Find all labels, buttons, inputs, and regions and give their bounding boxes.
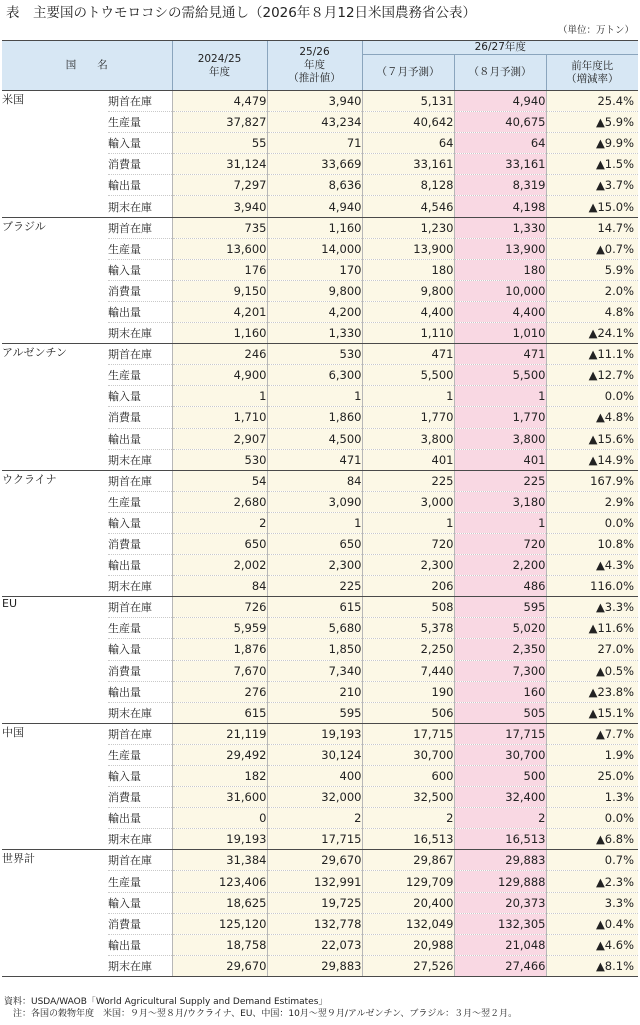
table-row [2, 344, 638, 365]
value-august: 2,350 [454, 639, 546, 660]
value-change: 0.0% [546, 512, 638, 533]
value-2025: 225 [267, 576, 362, 597]
value-august: 33,161 [454, 154, 546, 175]
value-change: ▲3.7% [546, 175, 638, 196]
value-july: 1,110 [362, 323, 454, 344]
value-july: 29,867 [362, 850, 454, 871]
value-july: 190 [362, 681, 454, 702]
value-change: ▲15.1% [546, 702, 638, 723]
value-july: 3,800 [362, 428, 454, 449]
value-july: 32,500 [362, 787, 454, 808]
value-change: 1.3% [546, 787, 638, 808]
value-change: ▲15.6% [546, 428, 638, 449]
value-2024: 246 [172, 344, 267, 365]
value-2025: 4,200 [267, 301, 362, 322]
item-label: 輸入量 [108, 766, 172, 787]
value-2024: 31,384 [172, 850, 267, 871]
item-label: 期首在庫 [108, 217, 172, 238]
value-july: 33,161 [362, 154, 454, 175]
value-july: 506 [362, 702, 454, 723]
header-july: （７月予測） [362, 55, 454, 91]
value-2025: 615 [267, 597, 362, 618]
value-2025: 29,883 [267, 955, 362, 976]
value-2024: 29,492 [172, 744, 267, 765]
value-august: 10,000 [454, 280, 546, 301]
item-label: 期末在庫 [108, 576, 172, 597]
header-2025: 25/26 年度 （推計値） [267, 41, 362, 91]
item-label: 生産量 [108, 238, 172, 259]
value-august: 4,198 [454, 196, 546, 217]
value-2025: 5,680 [267, 618, 362, 639]
table-row [2, 597, 638, 618]
value-2025: 43,234 [267, 112, 362, 133]
value-2024: 123,406 [172, 871, 267, 892]
footnote: 注：各国の穀物年度 米国：９月～翌８月/ウクライナ、EU、中国：10月～翌９月/アルゼンチン、ブラジル：３月～翌２月。 [4, 1009, 518, 1019]
value-2025: 71 [267, 133, 362, 154]
item-label: 消費量 [108, 533, 172, 554]
value-2025: 3,090 [267, 491, 362, 512]
page-title: 表 主要国のトウモロコシの需給見通し（2026年８月12日米国農務省公表） [6, 5, 477, 21]
value-2024: 125,120 [172, 913, 267, 934]
value-july: 5,378 [362, 618, 454, 639]
country-label: 米国 [2, 91, 108, 218]
value-2024: 4,201 [172, 301, 267, 322]
value-august: 1,330 [454, 217, 546, 238]
value-change: ▲6.8% [546, 829, 638, 850]
value-2024: 55 [172, 133, 267, 154]
value-2024: 2,680 [172, 491, 267, 512]
value-august: 27,466 [454, 955, 546, 976]
value-july: 600 [362, 766, 454, 787]
value-august: 595 [454, 597, 546, 618]
unit-label: （単位：万トン） [557, 25, 634, 36]
value-change: ▲1.5% [546, 154, 638, 175]
item-label: 期末在庫 [108, 829, 172, 850]
value-july: 1 [362, 512, 454, 533]
value-2024: 2,907 [172, 428, 267, 449]
value-august: 5,020 [454, 618, 546, 639]
value-august: 16,513 [454, 829, 546, 850]
value-2024: 726 [172, 597, 267, 618]
value-august: 17,715 [454, 723, 546, 744]
value-july: 225 [362, 470, 454, 491]
value-2024: 1,710 [172, 407, 267, 428]
table-row [2, 723, 638, 744]
table-row [2, 217, 638, 238]
value-august: 160 [454, 681, 546, 702]
value-august: 486 [454, 576, 546, 597]
item-label: 消費量 [108, 154, 172, 175]
value-july: 2 [362, 808, 454, 829]
value-change: 167.9% [546, 470, 638, 491]
value-2024: 3,940 [172, 196, 267, 217]
value-2024: 9,150 [172, 280, 267, 301]
item-label: 輸出量 [108, 934, 172, 955]
value-august: 401 [454, 449, 546, 470]
value-change: ▲8.1% [546, 955, 638, 976]
value-2025: 1,850 [267, 639, 362, 660]
item-label: 期末在庫 [108, 323, 172, 344]
value-august: 2,200 [454, 555, 546, 576]
value-2024: 615 [172, 702, 267, 723]
value-change: 4.8% [546, 301, 638, 322]
value-2024: 13,600 [172, 238, 267, 259]
value-2025: 471 [267, 449, 362, 470]
value-2025: 210 [267, 681, 362, 702]
header-2024: 2024/25 年度 [172, 41, 267, 91]
value-2024: 18,625 [172, 892, 267, 913]
value-july: 1,230 [362, 217, 454, 238]
value-2024: 2,002 [172, 555, 267, 576]
value-change: ▲9.9% [546, 133, 638, 154]
item-label: 期首在庫 [108, 597, 172, 618]
value-july: 27,526 [362, 955, 454, 976]
item-label: 輸入量 [108, 259, 172, 280]
value-july: 17,715 [362, 723, 454, 744]
item-label: 生産量 [108, 365, 172, 386]
item-label: 輸出量 [108, 428, 172, 449]
item-label: 期首在庫 [108, 723, 172, 744]
value-change: ▲24.1% [546, 323, 638, 344]
item-label: 輸入量 [108, 133, 172, 154]
value-2025: 1,160 [267, 217, 362, 238]
item-label: 生産量 [108, 744, 172, 765]
value-change: 2.9% [546, 491, 638, 512]
country-label: ブラジル [2, 217, 108, 344]
value-2025: 650 [267, 533, 362, 554]
value-2024: 29,670 [172, 955, 267, 976]
value-august: 1,010 [454, 323, 546, 344]
value-2024: 276 [172, 681, 267, 702]
value-change: 25.4% [546, 91, 638, 112]
item-label: 輸出量 [108, 555, 172, 576]
value-july: 132,049 [362, 913, 454, 934]
value-july: 4,546 [362, 196, 454, 217]
value-2024: 19,193 [172, 829, 267, 850]
country-label: 中国 [2, 723, 108, 850]
value-august: 500 [454, 766, 546, 787]
value-change: 3.3% [546, 892, 638, 913]
value-july: 720 [362, 533, 454, 554]
value-change: 25.0% [546, 766, 638, 787]
value-2024: 176 [172, 259, 267, 280]
value-change: ▲5.9% [546, 112, 638, 133]
value-august: 30,700 [454, 744, 546, 765]
country-label: 世界計 [2, 850, 108, 977]
value-2025: 170 [267, 259, 362, 280]
value-2025: 1,330 [267, 323, 362, 344]
value-2024: 54 [172, 470, 267, 491]
country-label: EU [2, 597, 108, 724]
item-label: 輸入量 [108, 512, 172, 533]
value-2025: 132,991 [267, 871, 362, 892]
value-august: 129,888 [454, 871, 546, 892]
value-july: 9,800 [362, 280, 454, 301]
item-label: 消費量 [108, 280, 172, 301]
value-2025: 6,300 [267, 365, 362, 386]
value-2024: 4,479 [172, 91, 267, 112]
value-change: ▲4.6% [546, 934, 638, 955]
value-change: 5.9% [546, 259, 638, 280]
value-2024: 1,876 [172, 639, 267, 660]
value-august: 180 [454, 259, 546, 280]
value-2025: 530 [267, 344, 362, 365]
value-change: 0.0% [546, 808, 638, 829]
value-july: 1 [362, 386, 454, 407]
value-2024: 5,959 [172, 618, 267, 639]
value-august: 225 [454, 470, 546, 491]
value-2025: 8,636 [267, 175, 362, 196]
notes [4, 996, 638, 1020]
item-label: 輸出量 [108, 808, 172, 829]
item-label: 輸出量 [108, 681, 172, 702]
value-august: 505 [454, 702, 546, 723]
supply-demand-table [2, 40, 638, 977]
value-august: 4,940 [454, 91, 546, 112]
value-2024: 21,119 [172, 723, 267, 744]
item-label: 期首在庫 [108, 470, 172, 491]
value-july: 471 [362, 344, 454, 365]
value-change: 14.7% [546, 217, 638, 238]
item-label: 輸入量 [108, 639, 172, 660]
value-july: 508 [362, 597, 454, 618]
value-2025: 19,725 [267, 892, 362, 913]
value-august: 2 [454, 808, 546, 829]
value-2025: 30,124 [267, 744, 362, 765]
value-2025: 9,800 [267, 280, 362, 301]
value-change: ▲14.9% [546, 449, 638, 470]
item-label: 期首在庫 [108, 91, 172, 112]
value-change: 1.9% [546, 744, 638, 765]
value-2025: 4,940 [267, 196, 362, 217]
item-label: 輸入量 [108, 386, 172, 407]
value-2025: 32,000 [267, 787, 362, 808]
value-change: ▲0.7% [546, 238, 638, 259]
value-july: 7,440 [362, 660, 454, 681]
value-august: 21,048 [454, 934, 546, 955]
value-august: 20,373 [454, 892, 546, 913]
item-label: 輸出量 [108, 301, 172, 322]
value-august: 13,900 [454, 238, 546, 259]
value-july: 1,770 [362, 407, 454, 428]
value-2025: 3,940 [267, 91, 362, 112]
value-2025: 29,670 [267, 850, 362, 871]
value-2025: 14,000 [267, 238, 362, 259]
value-2025: 1 [267, 386, 362, 407]
table-row [2, 850, 638, 871]
item-label: 期末在庫 [108, 702, 172, 723]
item-label: 生産量 [108, 491, 172, 512]
value-august: 1 [454, 512, 546, 533]
value-august: 40,675 [454, 112, 546, 133]
value-change: ▲4.3% [546, 555, 638, 576]
value-2025: 1,860 [267, 407, 362, 428]
country-label: アルゼンチン [2, 344, 108, 471]
item-label: 期末在庫 [108, 196, 172, 217]
value-change: ▲7.7% [546, 723, 638, 744]
value-change: ▲12.7% [546, 365, 638, 386]
value-change: 116.0% [546, 576, 638, 597]
value-august: 29,883 [454, 850, 546, 871]
value-2024: 1 [172, 386, 267, 407]
value-2024: 2 [172, 512, 267, 533]
value-2025: 4,500 [267, 428, 362, 449]
value-change: 0.0% [546, 386, 638, 407]
value-july: 4,400 [362, 301, 454, 322]
value-august: 7,300 [454, 660, 546, 681]
value-2025: 17,715 [267, 829, 362, 850]
item-label: 消費量 [108, 407, 172, 428]
value-july: 129,709 [362, 871, 454, 892]
value-july: 5,131 [362, 91, 454, 112]
value-2024: 7,670 [172, 660, 267, 681]
source-note: 資料：USDA/WAOB「World Agricultural Supply and Demand Estimates」 [4, 997, 328, 1007]
value-2025: 2 [267, 808, 362, 829]
value-2024: 31,600 [172, 787, 267, 808]
value-july: 5,500 [362, 365, 454, 386]
value-2025: 19,193 [267, 723, 362, 744]
value-2025: 7,340 [267, 660, 362, 681]
table-row [2, 91, 638, 112]
value-change: ▲2.3% [546, 871, 638, 892]
value-2024: 735 [172, 217, 267, 238]
value-august: 3,180 [454, 491, 546, 512]
item-label: 期首在庫 [108, 850, 172, 871]
value-july: 2,250 [362, 639, 454, 660]
item-label: 消費量 [108, 787, 172, 808]
value-2024: 18,758 [172, 934, 267, 955]
value-change: 2.0% [546, 280, 638, 301]
item-label: 期末在庫 [108, 955, 172, 976]
item-label: 消費量 [108, 913, 172, 934]
value-july: 13,900 [362, 238, 454, 259]
value-august: 5,500 [454, 365, 546, 386]
value-change: ▲0.4% [546, 913, 638, 934]
value-july: 20,988 [362, 934, 454, 955]
value-2025: 1 [267, 512, 362, 533]
value-change: 0.7% [546, 850, 638, 871]
value-july: 206 [362, 576, 454, 597]
header-august: （８月予測） [454, 55, 546, 91]
value-2025: 33,669 [267, 154, 362, 175]
value-july: 30,700 [362, 744, 454, 765]
value-august: 720 [454, 533, 546, 554]
value-2025: 84 [267, 470, 362, 491]
value-2024: 1,160 [172, 323, 267, 344]
value-august: 8,319 [454, 175, 546, 196]
value-august: 64 [454, 133, 546, 154]
value-august: 3,800 [454, 428, 546, 449]
value-july: 2,300 [362, 555, 454, 576]
value-2025: 2,300 [267, 555, 362, 576]
value-2025: 132,778 [267, 913, 362, 934]
table-row [2, 470, 638, 491]
value-2025: 22,073 [267, 934, 362, 955]
value-2025: 595 [267, 702, 362, 723]
value-change: 27.0% [546, 639, 638, 660]
value-august: 471 [454, 344, 546, 365]
header-2026: 26/27年度 [362, 41, 638, 55]
value-2024: 182 [172, 766, 267, 787]
value-2024: 4,900 [172, 365, 267, 386]
value-2024: 7,297 [172, 175, 267, 196]
value-july: 401 [362, 449, 454, 470]
item-label: 輸出量 [108, 175, 172, 196]
value-july: 20,400 [362, 892, 454, 913]
value-change: ▲11.6% [546, 618, 638, 639]
header-change: 前年度比 （増減率） [546, 55, 638, 91]
value-2024: 37,827 [172, 112, 267, 133]
item-label: 消費量 [108, 660, 172, 681]
value-july: 64 [362, 133, 454, 154]
value-change: 10.8% [546, 533, 638, 554]
value-2024: 650 [172, 533, 267, 554]
header-country: 国 名 [2, 41, 172, 91]
value-2024: 0 [172, 808, 267, 829]
value-change: ▲11.1% [546, 344, 638, 365]
value-change: ▲23.8% [546, 681, 638, 702]
value-2024: 31,124 [172, 154, 267, 175]
value-2024: 530 [172, 449, 267, 470]
value-2024: 84 [172, 576, 267, 597]
value-august: 1 [454, 386, 546, 407]
item-label: 生産量 [108, 871, 172, 892]
item-label: 期末在庫 [108, 449, 172, 470]
value-august: 1,770 [454, 407, 546, 428]
value-july: 3,000 [362, 491, 454, 512]
value-august: 32,400 [454, 787, 546, 808]
item-label: 生産量 [108, 112, 172, 133]
item-label: 期首在庫 [108, 344, 172, 365]
item-label: 生産量 [108, 618, 172, 639]
value-change: ▲15.0% [546, 196, 638, 217]
item-label: 輸入量 [108, 892, 172, 913]
value-2025: 400 [267, 766, 362, 787]
value-change: ▲3.3% [546, 597, 638, 618]
value-july: 40,642 [362, 112, 454, 133]
country-label: ウクライナ [2, 470, 108, 597]
value-july: 180 [362, 259, 454, 280]
value-august: 4,400 [454, 301, 546, 322]
value-august: 132,305 [454, 913, 546, 934]
value-july: 16,513 [362, 829, 454, 850]
value-change: ▲4.8% [546, 407, 638, 428]
value-change: ▲0.5% [546, 660, 638, 681]
value-july: 8,128 [362, 175, 454, 196]
